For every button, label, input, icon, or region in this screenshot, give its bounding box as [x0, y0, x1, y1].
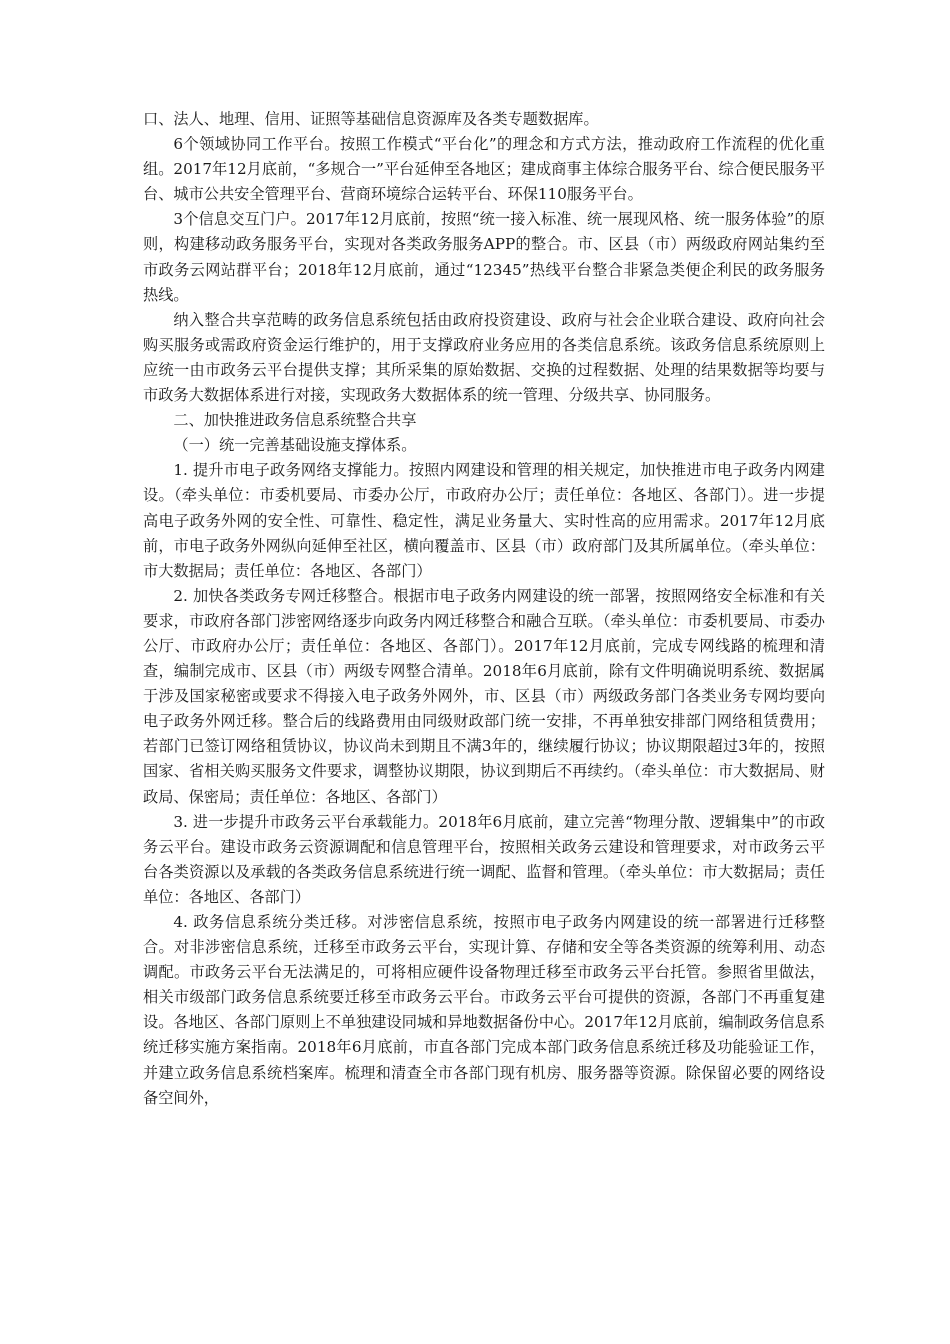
- subsection-heading: （一）统一完善基础设施支撑体系。: [173, 436, 417, 455]
- paragraph-item-4: 4. 政务信息系统分类迁移。对涉密信息系统，按照市电子政务内网建设的统一部署进行迁移整合。对非涉密信息系统，迁移至市政务云平台，实现计算、存储和安全等各类资源的统筹利用、动态调配。市政务云平台无法满足的，可将相应硬件设备物理迁移至市政务云平台托管。参照省里做法，相关市级部门政务信息系统要迁移至市政务云平台。市政务云平台可提供的资源，各部门不再重复建设。各地区、各部门原则上不单独建设同城和异地数据备份中心。2017年12月底前，编制政务信息系统迁移实施方案指南。2018年6月底前，市直各部门完成本部门政务信息系统迁移及功能验证工作，并建立政务信息系统档案库。梳理和清查全市各部门现有机房、服务器等资源。除保留必要的网络设备空间外，: [143, 913, 825, 1107]
- paragraph-continuation: 口、法人、地理、信用、证照等基础信息资源库及各类专题数据库。: [143, 110, 599, 128]
- document-body: [143, 107, 825, 1111]
- paragraph-item-3: 3. 进一步提升市政务云平台承载能力。2018年6月底前，建立完善“物理分散、逻辑集中”的市政务云平台。建设市政务云资源调配和信息管理平台，按照相关政务云建设和管理要求，对市政务云平台各类资源以及承载的各类政务信息系统进行统一调配、监督和管理。（牵头单位：市大数据局；责任单位：各地区、各部门）: [143, 812, 825, 906]
- paragraph-item-1: 1. 提升市电子政务网络支撑能力。按照内网建设和管理的相关规定，加快推进市电子政务内网建设。（牵头单位：市委机要局、市委办公厅，市政府办公厅；责任单位：各地区、各部门）。进一步提高电子政务外网的安全性、可靠性、稳定性，满足业务量大、实时性高的应用需求。2017年12月底前，市电子政务外网纵向延伸至社区，横向覆盖市、区县（市）政府部门及其所属单位。（牵头单位：市大数据局；责任单位：各地区、各部门）: [143, 461, 825, 580]
- paragraph-item-2: 2. 加快各类政务专网迁移整合。根据市电子政务内网建设的统一部署，按照网络安全标准和有关要求，市政府各部门涉密网络逐步向政务内网迁移整合和融合互联。（牵头单位：市委机要局、市委办公厅、市政府办公厅；责任单位：各地区、各部门）。2017年12月底前，完成专网线路的梳理和清查，编制完成市、区县（市）两级专网整合清单。2018年6月底前，除有文件明确说明系统、数据属于涉及国家秘密或要求不得接入电子政务外网外，市、区县（市）两级政务部门各类业务专网均要向电子政务外网迁移。整合后的线路费用由同级财政部门统一安排，不再单独安排部门网络租赁费用；若部门已签订网络租赁协议，协议尚未到期且不满3年的，继续履行协议；协议期限超过3年的，按照国家、省相关购买服务文件要求，调整协议期限，协议到期后不再续约。（牵头单位：市大数据局、财政局、保密局；责任单位：各地区、各部门）: [143, 586, 825, 806]
- paragraph-interaction-portals: 3个信息交互门户。2017年12月底前，按照“统一接入标准、统一展现风格、统一服务体验”的原则，构建移动政务服务平台，实现对各类政务服务APP的整合。市、区县（市）两级政府网站集约至市政务云网站群平台；2018年12月底前，通过“12345”热线平台整合非紧急类便企利民的政务服务热线。: [143, 210, 825, 304]
- paragraph-integration-scope: 纳入整合共享范畴的政务信息系统包括由政府投资建设、政府与社会企业联合建设、政府向社会购买服务或需政府资金运行维护的，用于支撑政府业务应用的各类信息系统。该政务信息系统原则上应统一由市政务云平台提供支撑；其所采集的原始数据、交换的过程数据、处理的结果数据等均要与市政务大数据体系进行对接，实现政务大数据体系的统一管理、分级共享、协同服务。: [143, 310, 825, 405]
- section-heading: 二、加快推进政务信息系统整合共享: [173, 411, 417, 430]
- paragraph-collaboration-platforms: 6个领域协同工作平台。按照工作模式“平台化”的理念和方式方法，推动政府工作流程的优化重组。2017年12月底前，“多规合一”平台延伸至各地区；建成商事主体综合服务平台、综合便民服务平台、城市公共安全管理平台、营商环境综合运转平台、环保110服务平台。: [143, 135, 825, 204]
